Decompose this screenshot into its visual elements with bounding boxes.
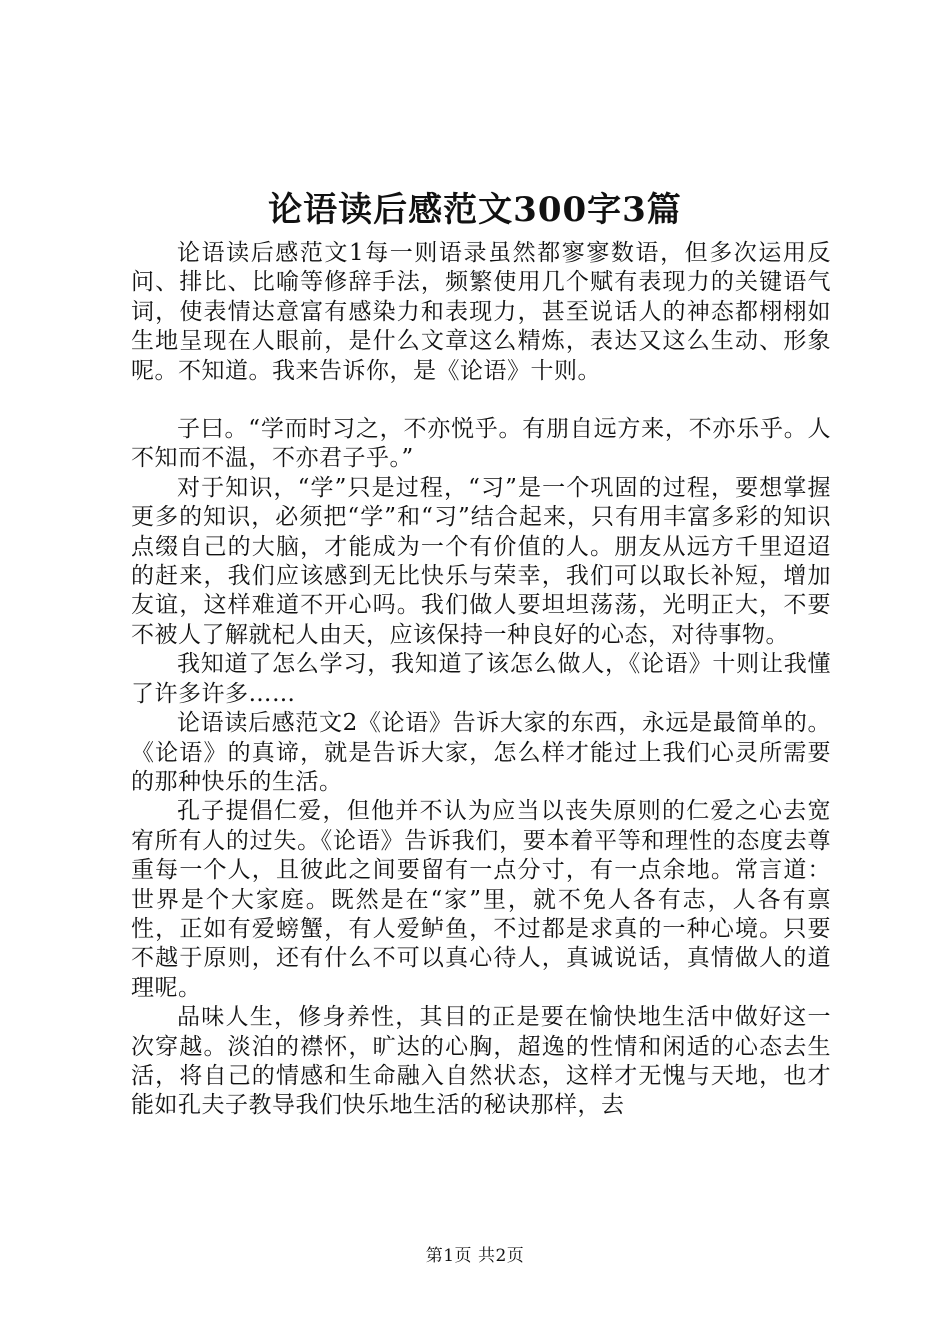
document-title: 论语读后感范文300字3篇 [268,190,682,230]
document-body [131,239,831,1121]
paragraph: 子曰。“学而时习之，不亦悦乎。有朋自远方来，不亦乐乎。人不知而不温，不亦君子乎。” [131,416,831,472]
paragraph: 我知道了怎么学习，我知道了该怎么做人，《论语》十则让我懂了许多许多…… [131,651,831,707]
paragraph-gap [131,386,831,415]
paragraph: 品味人生，修身养性，其目的正是要在愉快地生活中做好这一次穿越。淡泊的襟怀，旷达的心胸，超逸的性情和闲适的心态去生活，将自己的情感和生命融入自然状态，这样才无愧与天地，也才能如孔夫子教导我们快乐地生活的秘诀那样，去 [131,1004,831,1119]
paragraph: 对于知识，“学”只是过程，“习”是一个巩固的过程，要想掌握更多的知识，必须把“学”和“习”结合起来，只有用丰富多彩的知识点缀自己的大脑，才能成为一个有价值的人。朋友从远方千里迢迢的赶来，我们应该感到无比快乐与荣幸，我们可以取长补短，增加友谊，这样难道不开心吗。我们做人要坦坦荡荡，光明正大，不要不被人了解就杞人由天，应该保持一种良好的心态，对待事物。 [131,474,831,648]
paragraph: 孔子提倡仁爱，但他并不认为应当以丧失原则的仁爱之心去宽宥所有人的过失。《论语》告诉我们，要本着平等和理性的态度去尊重每一个人，且彼此之间要留有一点分寸，有一点余地。常言道：世界是个大家庭。既然是在“家”里，就不免人各有志，人各有禀性，正如有爱螃蟹，有人爱鲈鱼，不过都是求真的一种心境。只要不越于原则，还有什么不可以真心待人，真诚说话，真情做人的道理呢。 [131,798,831,1001]
paragraph: 论语读后感范文2《论语》告诉大家的东西，永远是最简单的。《论语》的真谛，就是告诉大家，怎么样才能过上我们心灵所需要的那种快乐的生活。 [131,710,831,795]
page-footer: 第1页 共2页 [425,1246,525,1266]
paragraph: 论语读后感范文1每一则语录虽然都寥寥数语，但多次运用反问、排比、比喻等修辞手法，频繁使用几个赋有表现力的关键语气词，使表情达意富有感染力和表现力，甚至说话人的神态都栩栩如生地呈现在人眼前，是什么文章这么精炼，表达又这么生动、形象呢。不知道。我来告诉你，是《论语》十则。 [131,240,831,384]
